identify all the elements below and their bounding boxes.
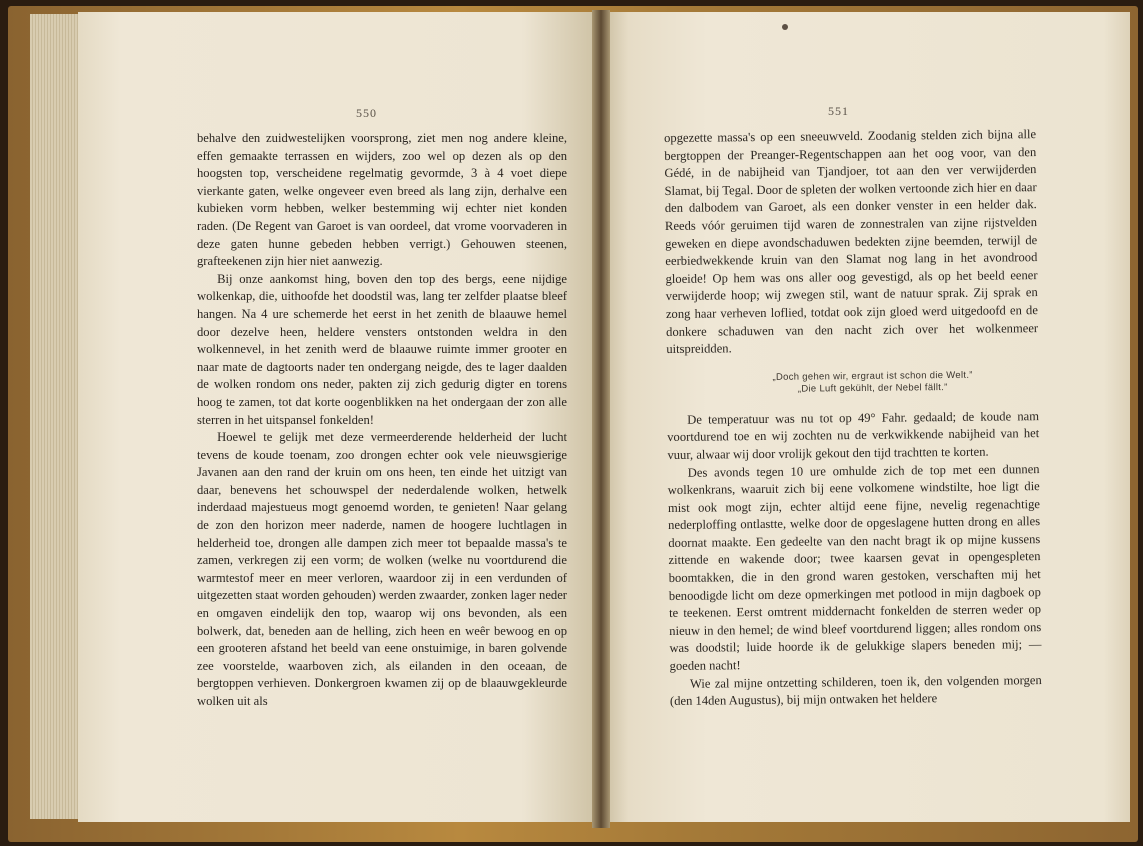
right-page-text (664, 126, 1042, 711)
paragraph: behalve den zuidwestelijken voorsprong, ziet men nog andere kleine, effen gemaakte terrassen en wijders, zoo wel op dezen als op den hoogsten top, verscheidene regelmatig gevormde, 3 à 4 voet diepe vierkante gaten, welke ongeveer even breed als lang zijn, derhalve een kubieken vorm hebben, welker bestemming wij echter niet konden raden. (De Regent van Garoet is van oordeel, dat vrome voorvaderen in deze gaten hunne gebeden hebben verrigt.) Gehouwen steenen, grafteekenen zijn hier niet aanwezig. (197, 131, 567, 269)
paragraph: Bij onze aankomst hing, boven den top des bergs, eene nijdige wolkenkap, die, uithoofde het doodstil was, lang ter zelfder plaatse bleef hangen. Na 4 ure schemerde het eerst in het zenith de blaauwe hemel door dezelve heen, heldere vensters ontstonden weldra in den wolkennevel, in het zenith werd de blaauwe ruimte immer grooter en naar mate de dagtoorts nader ten ondergang neigde, des te lager daalden de wolken rondom ons neder, pakten zij zich gedurig digter en torens hoog te zamen, tot dat korte oogenblikken na het ondergaan der zon alle sterren in het uitspansel fonkelden! (197, 271, 567, 427)
left-page-text (197, 130, 567, 711)
quote-line: „Doch gehen wir, ergraut ist schon die Welt.” (772, 369, 973, 383)
quote-line: „Die Luft gekühlt, der Nebel fällt.” (797, 381, 948, 395)
verse-quote (667, 369, 1039, 397)
right-page-number: 551 (828, 104, 849, 118)
paragraph: Hoewel te gelijk met deze vermeerderende helderheid der lucht tevens de koude toenam, zoo drongen echter ook vele nieuwsgierige Javanen aan den rand der kruin om ons heen, ten einde het uitzigt van daar, benevens het schouwspel der nederdalende wolken, hetwelk inderdaad majestueus mogt genoemd worden, te genieten! Naar gelang de zon den horizon meer naderde, namen de hoogere luchtlagen in helderheid toe, drongen alle dampen zich meer tot bepaalde massa's te zamen, verkregen zij een vorm; de wolken (welke nu voortdurend die warmtestof meer en meer verloren, waardoor zij in een verdunden of uitgezetten staat worden gehouden) werden zwaarder, zonken lager neder en omgaven eindelijk den top, waarop wij ons bevonden, als een bolwerk, dat, beneden aan de helling, zich heen en weêr bewoog en op een grooteren afstand het beeld van eene onstuimige, in baren golvende zee voorstelde, waarboven zich, als eilanden in den oceaan, de bergtoppen verhieven. Donkergroen kwamen zij op de blaauwgekleurde wolken uit als (197, 430, 567, 708)
paragraph: opgezette massa's op een sneeuwveld. Zoodanig stelden zich bijna alle bergtoppen der Preanger-Regentschappen aan het oog voor, van den Gédé, in de nabijheid van Tjandjoer, tot aan den ver verwijderden Slamat, bij Tegal. Door de spleten der wolken vertoonde zich hier en daar den dalbodem van Garoet, als een donker venster in een helder dak. Reeds vóór geruimen tijd waren de zonnestralen van zijne rijstvelden geweken en diepe avondschaduwen bedekten zijne beemden, terwijl de eerbiedwekkende kruin van den Slamat nog lang in het avondrood gloeide! Op hem was ons aller oog gevestigd, als op het beeld eener verwijderde hoop; wij zwegen stil, want de natuur sprak. Zij sprak en zong haar verheven loflied, totdat ook zijn gloed werd uitgedoofd en de donkere schaduwen van den nacht zich over het wolkenmeer uitspreidden. (664, 127, 1039, 357)
paragraph: Wie zal mijne ontzetting schilderen, toen ik, den volgenden morgen (den 14den Augustus), bij mijn ontwaken het heldere (669, 672, 1042, 709)
paragraph: Des avonds tegen 10 ure omhulde zich de top met een dunnen wolkenkrans, waaruit zich bij eene volkomene windstilte, hoe ligt die mist ook mogt zijn, echter altijd eene fijne, nevelig regenachtige nederploffing ontlastte, welke door de opgeslagene hutten drong en alles doornat maakte. Een gedeelte van den nacht bragt ik op mijne kussens zittende en wakende door; twee kaarsen gevat in opengespleten boomtakken, die in den grond waren gestoken, verschaften mij het benoodigde licht om deze opmerkingen met potlood in mijn dagboek op te teekenen. Eerst omtrent middernacht fonkelden de sterren weder op nieuw in den hemel; de wind bleef voortdurend liggen; alles rondom ons was doodstil; luide hoorde ik de gelukkige slapers beneden mij; — goeden nacht! (667, 461, 1042, 674)
paragraph: De temperatuur was nu tot op 49° Fahr. gedaald; de koude nam voortdurend toe en wij zochten nu de verkwikkende nabijheid van het vuur, alwaar wij door vrolijk gekout den tijd trachtten te korten. (667, 408, 1040, 462)
left-page (78, 12, 600, 822)
right-page (602, 12, 1130, 822)
left-page-number: 550 (356, 106, 377, 120)
page-mark (782, 24, 788, 30)
book-gutter (592, 10, 610, 828)
